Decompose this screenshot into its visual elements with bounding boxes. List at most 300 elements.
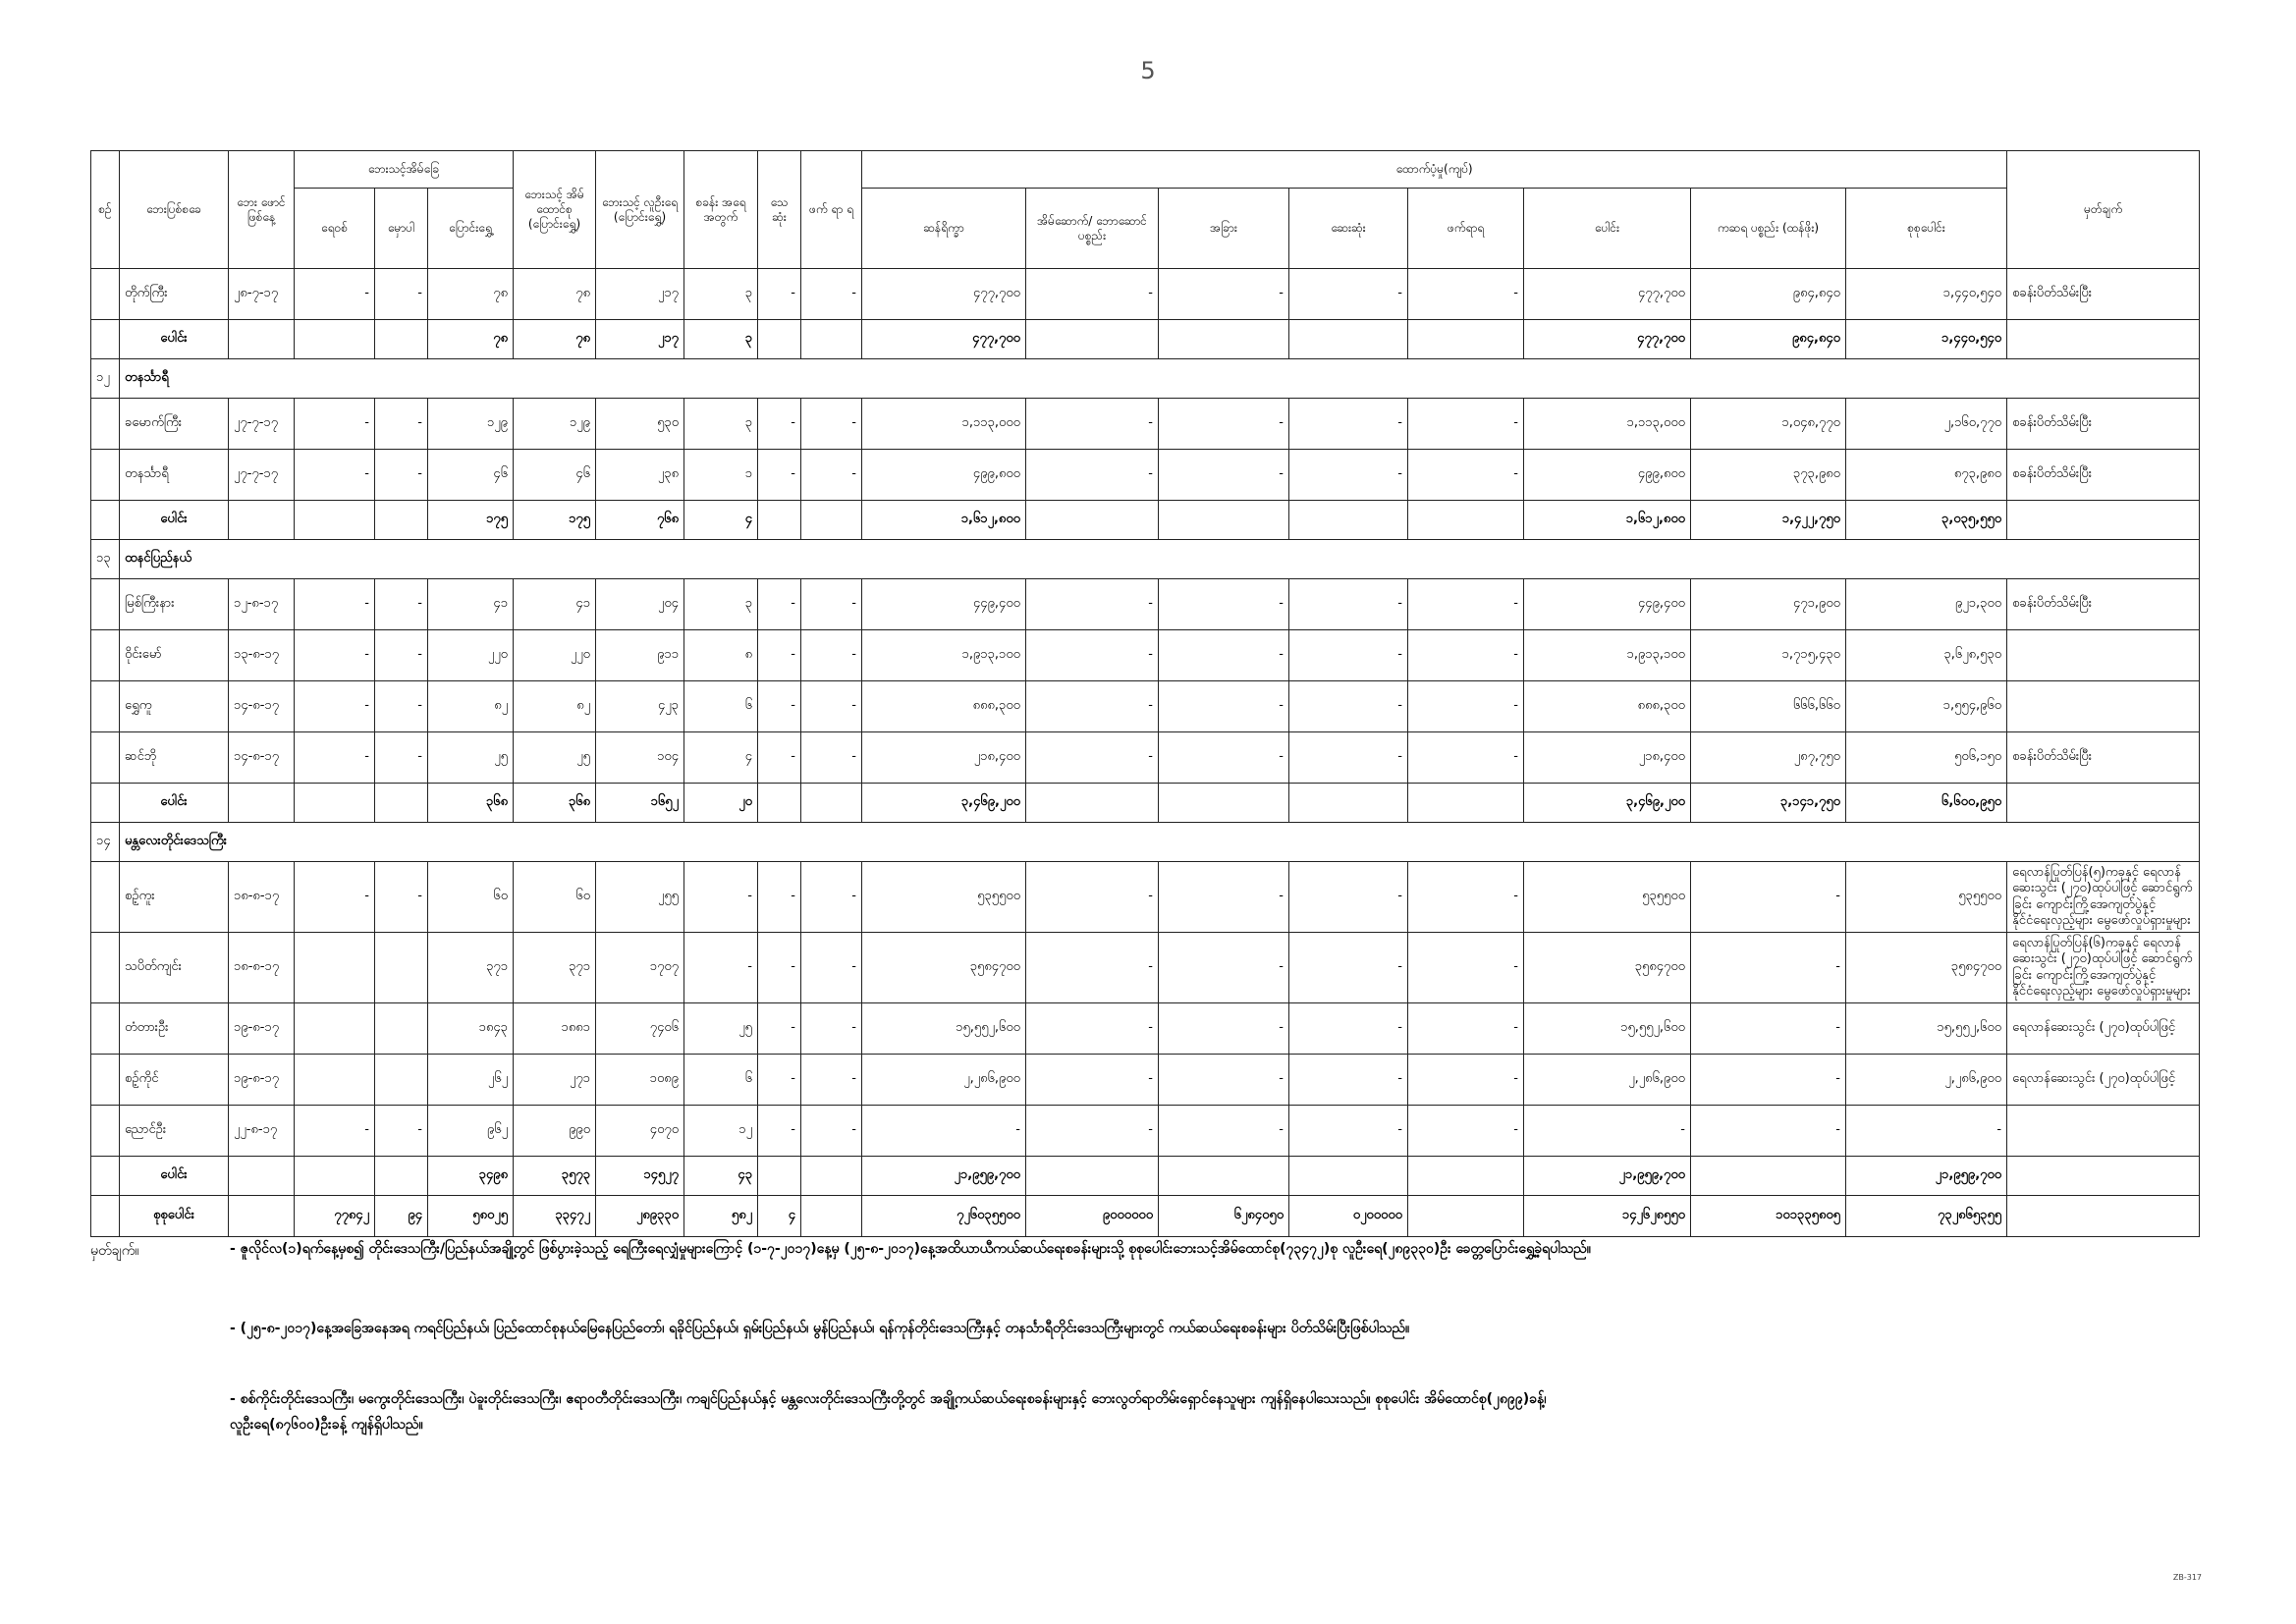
cell-sr [91, 732, 120, 784]
cell-sr: ၁၄ [91, 823, 120, 862]
corner-code: ZB-317 [2172, 1573, 2202, 1582]
cell-c: ၃ [684, 320, 758, 359]
cell-sp: ၂၅၅ [596, 862, 684, 933]
cell-md: - [1289, 1106, 1408, 1157]
cell-ij: - [1408, 862, 1524, 933]
cell-cl: - [1159, 579, 1289, 630]
cell-m: ၄၁ [428, 579, 514, 630]
cell-gt: ၁,၅၅၄,၉၆၀ [1846, 681, 2007, 732]
note-line-3a: - စစ်ကိုင်းတိုင်းဒေသကြီး၊ မကွေးတိုင်းဒေသကြီး၊ ပဲခူးတိုင်းဒေသကြီး၊ ဧရာဝတီတိုင်းဒေသကြီး၊ ကချင်ပြည်နယ်နှင့် မန္တလေးတိုင်းဒေသကြီးတို့တွင် အချို့ကယ်ဆယ်ရေးစခန်းများနှင့် ဘေးလွတ်ရာတိမ်းရှောင်နေသူများ ကျန်ရှိနေပါသေးသည်။ စုစုပေါင်း အိမ်ထောင်စု(၂၈၉၉)ခန့်၊ [230, 1391, 1547, 1407]
note-line-1: - ဇူလိုင်လ(၁)ရက်နေ့မှစ၍ တိုင်းဒေသကြီး/ပြည်နယ်အချို့တွင် ဖြစ်ပွားခဲ့သည့် ရေကြီးရေလျှံမှုများကြောင့် (၁-၇-၂၀၁၇)နေ့မှ (၂၅-၈-၂၀၁၇)နေ့အထိယာယီကယ်ဆယ်ရေးစခန်းများသို့ စုစုပေါင်းဘေးသင့်အိမ်ထောင်စု(၇၃၄၇၂)စု လူဦးရေ(၂၈၉၃၃၀)ဦး ခေတ္တပြောင်းရွှေ့ခဲ့ရပါသည်။ [230, 1241, 1591, 1257]
cell-hg: - [1026, 1106, 1159, 1157]
cell-name: တံတားဦး [120, 1003, 229, 1055]
cell-sh: ၁၈၈၁ [514, 1003, 596, 1055]
cell-sp: ၂၀၄ [596, 579, 684, 630]
cell-cl [1159, 501, 1289, 540]
cell-name: တိုက်ကြီး [120, 269, 229, 320]
cell-oth: - [1691, 1106, 1846, 1157]
cell-sh: ၄၆ [514, 450, 596, 501]
cell-m: ၇၈ [428, 320, 514, 359]
cell-oth: ၃,၁၄၁,၇၅၀ [1691, 784, 1846, 823]
cell-date [229, 784, 295, 823]
cell-d: - [758, 1055, 801, 1106]
cell-d: ၄ [758, 1196, 801, 1237]
cell-gt: ၅၀၆,၁၅၀ [1846, 732, 2007, 784]
cell-gt: ၃,၀၃၅,၅၅၀ [1846, 501, 2007, 540]
cell-hg [1026, 501, 1159, 540]
cell-m: ၂၅ [428, 732, 514, 784]
cell-i: - [801, 450, 862, 501]
cell-gt: ၁၅,၅၅၂,၆၀၀ [1846, 1003, 2007, 1055]
cell-rem: စခန်းပိတ်သိမ်းပြီး [2007, 732, 2200, 784]
cell-m: ၉၆၂ [428, 1106, 514, 1157]
cell-sr [91, 933, 120, 1003]
cell-md: - [1289, 732, 1408, 784]
cell-c: - [684, 862, 758, 933]
cell-cl: - [1159, 269, 1289, 320]
cell-tot: ၂၁,၉၅၉,၇၀၀ [1524, 1157, 1691, 1196]
cell-h: - [375, 732, 428, 784]
cell-date: ၁၄-၈-၁၇ [229, 732, 295, 784]
cell-cl: - [1159, 862, 1289, 933]
cell-cash: ၈၈၈,၃၀၀ [862, 681, 1026, 732]
cell-c: ၂၀ [684, 784, 758, 823]
cell-v: - [295, 399, 375, 450]
cell-tot: ၅၃၅၅၀၀ [1524, 862, 1691, 933]
header-cash: ဆန်ရိက္ခာ [862, 189, 1026, 269]
section-row [91, 540, 2200, 579]
cell-rem [2007, 1157, 2200, 1196]
cell-cash: ၄၇၇,၇၀၀ [862, 269, 1026, 320]
cell-tot: ၃၅၈၄၇၀၀ [1524, 933, 1691, 1003]
table-row [91, 1106, 2200, 1157]
cell-sp: ၁၀၄ [596, 732, 684, 784]
cell-v [295, 933, 375, 1003]
cell-d: - [758, 1106, 801, 1157]
cell-oth: ၆၆၆,၆၆၀ [1691, 681, 1846, 732]
cell-name: စဥ့်ကူး [120, 862, 229, 933]
cell-cash: ၄၉၉,၈၀၀ [862, 450, 1026, 501]
cell-i: - [801, 933, 862, 1003]
cell-c: ၈ [684, 630, 758, 681]
cell-section-name: မန္တလေးတိုင်းဒေသကြီး [120, 823, 2200, 862]
cell-h [375, 933, 428, 1003]
cell-hg [1026, 784, 1159, 823]
header-deaths: သေ ဆုံး [758, 151, 801, 269]
cell-ij [1408, 784, 1524, 823]
header-stay-group: ဘေးသင့်အိမ်ခြေ [295, 151, 514, 189]
subtotal-row [91, 320, 2200, 359]
cell-h: - [375, 630, 428, 681]
cell-sr [91, 1106, 120, 1157]
cell-tot: - [1524, 1106, 1691, 1157]
section-row [91, 359, 2200, 399]
cell-hg: - [1026, 1055, 1159, 1106]
table-row [91, 862, 2200, 933]
cell-v [295, 320, 375, 359]
cell-hg: - [1026, 630, 1159, 681]
cell-h: ၉၄ [375, 1196, 428, 1237]
cell-d: - [758, 269, 801, 320]
cell-sh: ၃၇၁ [514, 933, 596, 1003]
cell-date: ၁၉-၈-၁၇ [229, 1055, 295, 1106]
cell-hg: ၉၀၀၀၀၀၀ [1026, 1196, 1159, 1237]
cell-ij: - [1408, 630, 1524, 681]
cell-tot: ၂၁၈,၄၀၀ [1524, 732, 1691, 784]
cell-cl [1159, 784, 1289, 823]
cell-i: - [801, 630, 862, 681]
cell-date [229, 1157, 295, 1196]
cell-date: ၂၂-၈-၁၇ [229, 1106, 295, 1157]
note-line-2: - (၂၅-၈-၂၀၁၇)နေ့အခြေအနေအရ ကရင်ပြည်နယ်၊ ပြည်ထောင်စုနယ်မြေနေပြည်တော်၊ ရခိုင်ပြည်နယ်၊ ရှမ်းပြည်နယ်၊ မွန်ပြည်နယ်၊ ရန်ကုန်တိုင်းဒေသကြီးနှင့် တနင်္သာရီတိုင်းဒေသကြီးများတွင် ကယ်ဆယ်ရေးစခန်းများ ပိတ်သိမ်းပြီးဖြစ်ပါသည်။ [230, 1321, 1410, 1336]
cell-d [758, 320, 801, 359]
cell-name: မြစ်ကြီးနား [120, 579, 229, 630]
cell-m: ၁၇၅ [428, 501, 514, 540]
cell-h: - [375, 1106, 428, 1157]
cell-v: - [295, 862, 375, 933]
cell-sp: ၁၇၀၇ [596, 933, 684, 1003]
cell-hg: - [1026, 862, 1159, 933]
cell-label: ပေါင်း [120, 1157, 229, 1196]
cell-rem: ရေလာန်ဆေးသွင်း (၂၇၀)ထုပ်ပါဖြင့် [2007, 1003, 2200, 1055]
cell-oth: - [1691, 862, 1846, 933]
cell-oth: - [1691, 1003, 1846, 1055]
cell-m: ၃၆၈ [428, 784, 514, 823]
cell-date: ၁၈-၈-၁၇ [229, 933, 295, 1003]
cell-v [295, 784, 375, 823]
cell-md [1289, 501, 1408, 540]
cell-cl: - [1159, 399, 1289, 450]
cell-i [801, 1157, 862, 1196]
cell-i: - [801, 399, 862, 450]
cell-m: ၃၄၉၈ [428, 1157, 514, 1196]
cell-hg [1026, 1157, 1159, 1196]
cell-c: ၃ [684, 269, 758, 320]
table-row [91, 630, 2200, 681]
cell-cl [1159, 320, 1289, 359]
cell-md: - [1289, 681, 1408, 732]
cell-cash: ၂,၂၈၆,၉၀၀ [862, 1055, 1026, 1106]
cell-rem [2007, 630, 2200, 681]
cell-sh: ၉၉၀ [514, 1106, 596, 1157]
cell-cl: - [1159, 732, 1289, 784]
cell-cash: - [862, 1106, 1026, 1157]
cell-md: - [1289, 450, 1408, 501]
cell-tot: ၈၈၈,၃၀၀ [1524, 681, 1691, 732]
cell-name: ခမောက်ကြီး [120, 399, 229, 450]
cell-date [229, 1196, 295, 1237]
cell-oth [1691, 1157, 1846, 1196]
cell-cash: ၄၄၉,၄၀၀ [862, 579, 1026, 630]
cell-i [801, 1196, 862, 1237]
cell-v: - [295, 269, 375, 320]
cell-hg: - [1026, 579, 1159, 630]
header-clothes: အခြား [1159, 189, 1289, 269]
cell-m: ၂၂၀ [428, 630, 514, 681]
cell-c: - [684, 933, 758, 1003]
cell-h: - [375, 862, 428, 933]
cell-sr [91, 320, 120, 359]
cell-ij [1408, 1196, 1524, 1237]
cell-sh: ၆၀ [514, 862, 596, 933]
cell-v: - [295, 579, 375, 630]
cell-h: - [375, 450, 428, 501]
cell-oth: ၂၈၇,၇၅၀ [1691, 732, 1846, 784]
cell-label: ပေါင်း [120, 784, 229, 823]
cell-date: ၂၇-၇-၁၇ [229, 399, 295, 450]
cell-cl [1159, 1157, 1289, 1196]
cell-gt: - [1846, 1106, 2007, 1157]
cell-tot: ၁,၆၁၂,၈၀၀ [1524, 501, 1691, 540]
cell-sp: ၂၈၉၃၃၀ [596, 1196, 684, 1237]
cell-ij: - [1408, 1055, 1524, 1106]
cell-cash: ၂၁၈,၄၀၀ [862, 732, 1026, 784]
cell-sr [91, 681, 120, 732]
cell-m: ၁၈၄၃ [428, 1003, 514, 1055]
cell-cash: ၄၇၇,၇၀၀ [862, 320, 1026, 359]
header-other-aid: ကဆရ ပစ္စည်း (ထန်ဖိုး) [1691, 189, 1846, 269]
subtotal-row [91, 784, 2200, 823]
cell-sp: ၁၄၅၂၇ [596, 1157, 684, 1196]
header-total: ပေါင်း [1524, 189, 1691, 269]
cell-sp: ၂၁၇ [596, 320, 684, 359]
cell-oth: ၃၇၃,၉၈၀ [1691, 450, 1846, 501]
cell-md: - [1289, 269, 1408, 320]
cell-c: ၁၂ [684, 1106, 758, 1157]
cell-rem: ရေလာန်ပြုတ်ပြန်(၅)ကခုနှင့် ရေလာန်ဆေးသွင်း (၂၇၀)ထုပ်ပါဖြင့် ဆောင်ရွက်ခြင်း ကျောင်းကြို့အေကျတ်ပွဲနှင့် နိုင်ငံရေးလှည့်များ မွေဖော်လှုပ်ရှားမှုများ [2007, 862, 2200, 933]
grand-total-row [91, 1196, 2200, 1237]
cell-cash: ၁၅,၅၅၂,၆၀၀ [862, 1003, 1026, 1055]
cell-gt: ၅၃၅၅၀၀ [1846, 862, 2007, 933]
cell-c: ၆ [684, 681, 758, 732]
cell-d [758, 1157, 801, 1196]
cell-sh: ၁၇၅ [514, 501, 596, 540]
cell-sr [91, 501, 120, 540]
cell-sh: ၂၇၁ [514, 1055, 596, 1106]
cell-ij: - [1408, 399, 1524, 450]
page-number: 5 [1140, 57, 1156, 84]
cell-d: - [758, 630, 801, 681]
cell-date [229, 320, 295, 359]
cell-ij: - [1408, 1003, 1524, 1055]
table-row [91, 1055, 2200, 1106]
cell-h: - [375, 579, 428, 630]
cell-name: သပိတ်ကျင်း [120, 933, 229, 1003]
cell-sh: ၃၅၇၃ [514, 1157, 596, 1196]
cell-rem [2007, 320, 2200, 359]
cell-ij: - [1408, 450, 1524, 501]
cell-ij: - [1408, 732, 1524, 784]
header-camp: ဘေးပြစ်စခေ [120, 151, 229, 269]
cell-gt: ၂၁,၉၅၉,၇၀၀ [1846, 1157, 2007, 1196]
cell-sp: ၇၄၀၆ [596, 1003, 684, 1055]
cell-i [801, 501, 862, 540]
cell-sh: ၃၃၄၇၂ [514, 1196, 596, 1237]
table-row [91, 399, 2200, 450]
cell-name: ရွှေကူ [120, 681, 229, 732]
cell-oth: ၁၀၁၃၃၅၈၀၅ [1691, 1196, 1846, 1237]
cell-gt: ၃၅၈၄၇၀၀ [1846, 933, 2007, 1003]
cell-label: ပေါင်း [120, 320, 229, 359]
table-row [91, 579, 2200, 630]
cell-h [375, 501, 428, 540]
cell-sh: ၂၂၀ [514, 630, 596, 681]
cell-gt: ၁,၄၄၀,၅၄၀ [1846, 269, 2007, 320]
cell-hg: - [1026, 681, 1159, 732]
cell-md: - [1289, 630, 1408, 681]
cell-d: - [758, 933, 801, 1003]
cell-tot: ၄၉၉,၈၀၀ [1524, 450, 1691, 501]
cell-cash: ၁,၉၁၃,၁၀၀ [862, 630, 1026, 681]
header-household-goods: အိမ်ဆောက်/ ဘောဆောင် ပစ္စည်း [1026, 189, 1159, 269]
cell-md: - [1289, 1003, 1408, 1055]
cell-sr: ၁၃ [91, 540, 120, 579]
cell-md [1289, 320, 1408, 359]
cell-d: - [758, 862, 801, 933]
cell-rem [2007, 784, 2200, 823]
cell-gt: ၂,၁၆၀,၇၇၀ [1846, 399, 2007, 450]
cell-sr [91, 1157, 120, 1196]
table-row [91, 681, 2200, 732]
cell-d: - [758, 681, 801, 732]
cell-date: ၁၃-၈-၁၇ [229, 630, 295, 681]
cell-cl: - [1159, 681, 1289, 732]
cell-hg: - [1026, 399, 1159, 450]
cell-hg: - [1026, 732, 1159, 784]
cell-d: - [758, 1003, 801, 1055]
cell-ij: - [1408, 269, 1524, 320]
cell-sr [91, 862, 120, 933]
header-injured: ဖက် ရာ ရ [801, 151, 862, 269]
cell-gt: ၈၇၃,၉၈၀ [1846, 450, 2007, 501]
cell-oth: ၁,၄၂၂,၇၅၀ [1691, 501, 1846, 540]
cell-sp: ၅၃၀ [596, 399, 684, 450]
cell-sr [91, 579, 120, 630]
header-medicine: ဆေးဆုံး [1289, 189, 1408, 269]
notes-label: မှတ်ချက်။ [90, 1243, 139, 1259]
relief-table [90, 150, 2200, 1237]
cell-c: ၅၈၂ [684, 1196, 758, 1237]
cell-hg: - [1026, 450, 1159, 501]
table-row [91, 933, 2200, 1003]
cell-sp: ၁၆၅၂ [596, 784, 684, 823]
cell-rem [2007, 1196, 2200, 1237]
cell-name: ညောင်ဦး [120, 1106, 229, 1157]
cell-rem: စခန်းပိတ်သိမ်းပြီး [2007, 269, 2200, 320]
cell-cash: ၁,၆၁၂,၈၀၀ [862, 501, 1026, 540]
cell-md: ၀၂၀၀၀၀၀ [1289, 1196, 1408, 1237]
cell-sr [91, 450, 120, 501]
cell-md [1289, 1157, 1408, 1196]
cell-v [295, 1003, 375, 1055]
cell-cash: ၂၁,၉၅၉,၇၀၀ [862, 1157, 1026, 1196]
cell-ij [1408, 320, 1524, 359]
cell-cl: ၆၂၈၄၀၅၀ [1159, 1196, 1289, 1237]
header-grand-total: စုစုပေါင်း [1846, 189, 2007, 269]
cell-v: - [295, 630, 375, 681]
cell-h: - [375, 399, 428, 450]
header-opened: ဘေး ဖောင် ဖြစ်နေ့ [229, 151, 295, 269]
cell-label: စုစုပေါင်း [120, 1196, 229, 1237]
cell-sh: ၃၆၈ [514, 784, 596, 823]
cell-tot: ၁,၉၁၃,၁၀၀ [1524, 630, 1691, 681]
cell-h: - [375, 681, 428, 732]
cell-sr [91, 784, 120, 823]
cell-ij: - [1408, 579, 1524, 630]
table-row [91, 269, 2200, 320]
cell-date: ၁၉-၈-၁၇ [229, 1003, 295, 1055]
cell-label: ပေါင်း [120, 501, 229, 540]
cell-c: ၁ [684, 450, 758, 501]
cell-rem: ရေလာန်ပြုတ်ပြန်(၆)ကခုနှင့် ရေလာန်ဆေးသွင်း (၂၇၀)ထုပ်ပါဖြင့် ဆောင်ရွက်ခြင်း ကျောင်းကြို့အေကျတ်ပွဲနှင့် နိုင်ငံရေးလှည့်များ မွေဖော်လှုပ်ရှားမှုများ [2007, 933, 2200, 1003]
header-village: ရေဝစ် [295, 189, 375, 269]
cell-hg: - [1026, 933, 1159, 1003]
cell-cl: - [1159, 1106, 1289, 1157]
cell-sp: ၉၁၁ [596, 630, 684, 681]
cell-ij: - [1408, 681, 1524, 732]
cell-m: ၄၆ [428, 450, 514, 501]
subtotal-row [91, 1157, 2200, 1196]
header-shelter-people: ဘေးသင့် လူဦးရေ (ပြောင်းရွှေ့) [596, 151, 684, 269]
cell-sh: ၈၂ [514, 681, 596, 732]
cell-c: ၂၅ [684, 1003, 758, 1055]
cell-h [375, 1055, 428, 1106]
header-centers: စခန်း အရေ အတွက် [684, 151, 758, 269]
cell-sr [91, 269, 120, 320]
cell-tot: ၁၅,၅၅၂,၆၀၀ [1524, 1003, 1691, 1055]
cell-c: ၆ [684, 1055, 758, 1106]
cell-sh: ၁၂၉ [514, 399, 596, 450]
cell-sr [91, 399, 120, 450]
cell-tot: ၁၄၂၆၂၈၅၅၀ [1524, 1196, 1691, 1237]
cell-ij: - [1408, 933, 1524, 1003]
cell-v: - [295, 450, 375, 501]
cell-cl: - [1159, 630, 1289, 681]
cell-v: ၇၇၈၄၂ [295, 1196, 375, 1237]
cell-i: - [801, 1003, 862, 1055]
cell-sr [91, 630, 120, 681]
cell-d: - [758, 450, 801, 501]
cell-sh: ၇၈ [514, 320, 596, 359]
cell-cash: ၃,၄၆၉,၂၀၀ [862, 784, 1026, 823]
cell-date: ၁၈-၈-၁၇ [229, 862, 295, 933]
cell-cash: ၇၂၆၀၃၅၅၀၀ [862, 1196, 1026, 1237]
cell-date: ၂၈-၇-၁၇ [229, 269, 295, 320]
cell-h [375, 1157, 428, 1196]
cell-date: ၁၄-၈-၁၇ [229, 681, 295, 732]
cell-name: ဝိုင်းမော် [120, 630, 229, 681]
cell-tot: ၂,၂၈၆,၉၀၀ [1524, 1055, 1691, 1106]
cell-h: - [375, 269, 428, 320]
cell-tot: ၄၇၇,၇၀၀ [1524, 320, 1691, 359]
cell-tot: ၁,၁၁၃,၀၀၀ [1524, 399, 1691, 450]
section-row [91, 823, 2200, 862]
cell-hg: - [1026, 1003, 1159, 1055]
cell-v: - [295, 732, 375, 784]
cell-i: - [801, 269, 862, 320]
cell-sh: ၇၈ [514, 269, 596, 320]
cell-oth: ၁,၇၁၅,၄၃၀ [1691, 630, 1846, 681]
cell-sr [91, 1055, 120, 1106]
cell-sr [91, 1003, 120, 1055]
cell-gt: ၂,၂၈၆,၉၀၀ [1846, 1055, 2007, 1106]
cell-md: - [1289, 399, 1408, 450]
cell-ij [1408, 1157, 1524, 1196]
cell-cl: - [1159, 933, 1289, 1003]
cell-oth: ၉၈၄,၈၄၀ [1691, 269, 1846, 320]
cell-md: - [1289, 933, 1408, 1003]
cell-d: - [758, 732, 801, 784]
